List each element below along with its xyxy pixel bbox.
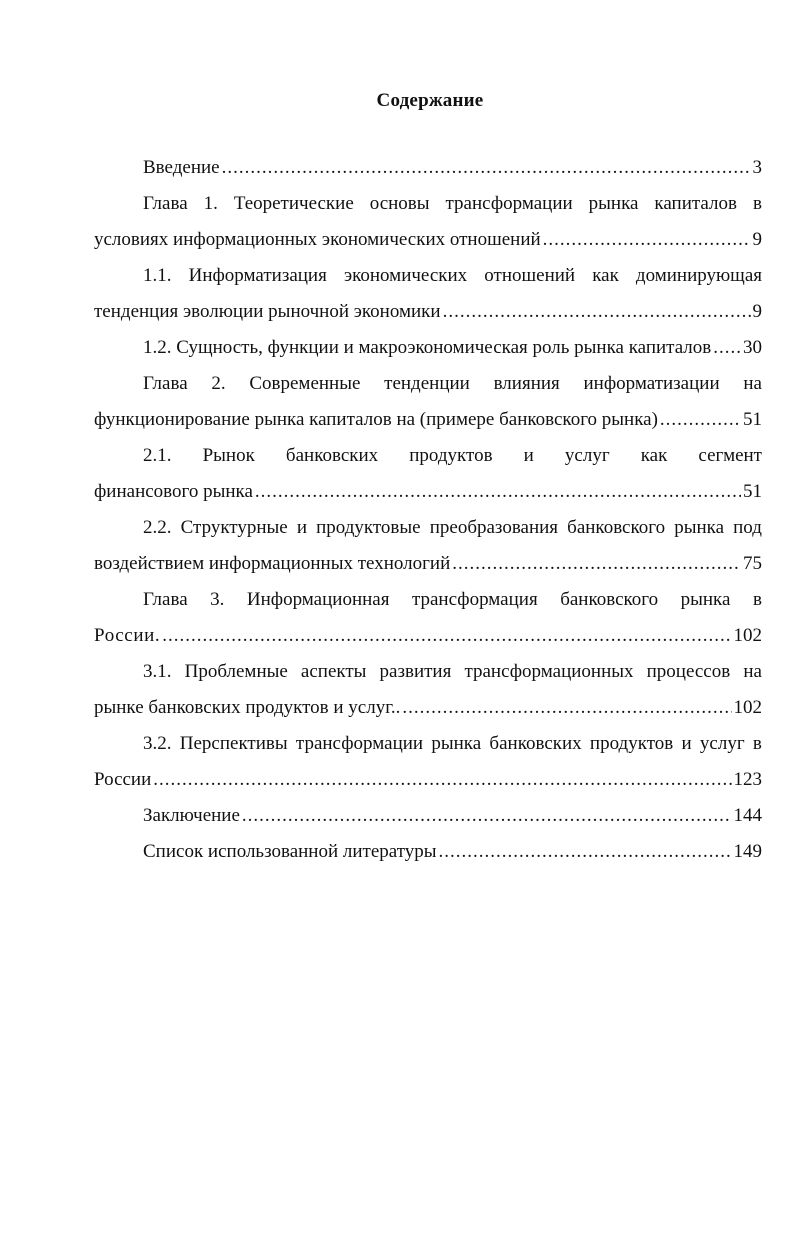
dot-leader [255,474,741,510]
toc-page-number: 144 [733,805,762,826]
toc-entry-title-continuation: России. [94,625,161,646]
toc-entry-section-3-1[interactable] [94,654,762,726]
dot-leader [242,798,732,834]
toc-page-number: 3 [752,157,762,178]
toc-page-number: 149 [733,841,762,862]
toc-entry-section-2-1[interactable] [94,438,762,510]
dot-leader [452,546,741,582]
page-title: Содержание [376,90,484,111]
toc-entry-section-3-2[interactable] [94,726,762,798]
toc-entry-title-continuation: финансового рынка [94,481,253,502]
toc-page-number: 51 [743,481,762,502]
toc-entry-title-line: Глава 3. Информационная трансформация банковского рынка в [143,589,762,610]
dot-leader [402,690,731,726]
toc-entry-section-1-1[interactable] [94,258,762,330]
toc-entry-title: 1.2. Сущность, функции и макроэкономическая роль рынка капиталов [143,337,712,358]
toc-entry-title: Список использованной литературы [143,841,437,862]
toc-entry-chapter-1[interactable] [94,186,762,258]
toc-entry-chapter-3[interactable] [94,582,762,654]
toc-entry-title-line: Глава 2. Современные тенденции влияния информатизации на [143,373,762,394]
toc-entry-title-line: Глава 1. Теоретические основы трансформации рынка капиталов в [143,193,762,214]
toc-entry-title-line: 3.2. Перспективы трансформации рынка банковских продуктов и услуг в [143,733,762,754]
dot-leader [543,222,751,258]
toc-entry-chapter-2[interactable] [94,366,762,438]
toc-page-number: 9 [752,229,762,250]
toc-entry-title-continuation: тенденция эволюции рыночной экономики [94,301,441,322]
toc-entry-section-2-2[interactable] [94,510,762,582]
toc-entry-title-line: 1.1. Информатизация экономических отношений как доминирующая [143,265,762,286]
toc-entry-section-1-2[interactable] [94,330,762,366]
toc-page-number: 123 [733,769,762,790]
dot-leader [439,834,732,870]
toc-page-number: 9 [752,301,762,322]
toc-entry-title-continuation: России [94,769,152,790]
toc-entry-references[interactable] [94,834,762,870]
toc-entry-title-line: 2.1. Рынок банковских продуктов и услуг как сегмент [143,445,762,466]
toc-page-number: 75 [743,553,762,574]
toc-page-number: 30 [743,337,762,358]
toc-entry-introduction[interactable] [94,150,762,186]
dot-leader [713,330,741,366]
table-of-contents [94,150,762,870]
dot-leader [660,402,741,438]
toc-entry-conclusion[interactable] [94,798,762,834]
toc-page-number: 102 [733,625,762,646]
toc-entry-title-line: 2.2. Структурные и продуктовые преобразования банковского рынка под [143,517,762,538]
toc-entry-title: Заключение [143,805,240,826]
toc-page-number: 102 [733,697,762,718]
toc-entry-title-continuation: рынке банковских продуктов и услуг.. [94,697,401,718]
toc-page-number: 51 [743,409,762,430]
dot-leader [153,762,731,798]
dot-leader [222,150,751,186]
toc-entry-title-line: 3.1. Проблемные аспекты развития трансформационных процессов на [143,661,762,682]
toc-entry-title-continuation: воздействием информационных технологий [94,553,451,574]
dot-leader [443,294,751,330]
dot-leader [162,618,731,654]
toc-entry-title: Введение [143,157,220,178]
toc-entry-title-continuation: условиях информационных экономических отношений [94,229,541,250]
toc-entry-title-continuation: функционирование рынка капиталов на (примере банковского рынка) [94,409,658,430]
